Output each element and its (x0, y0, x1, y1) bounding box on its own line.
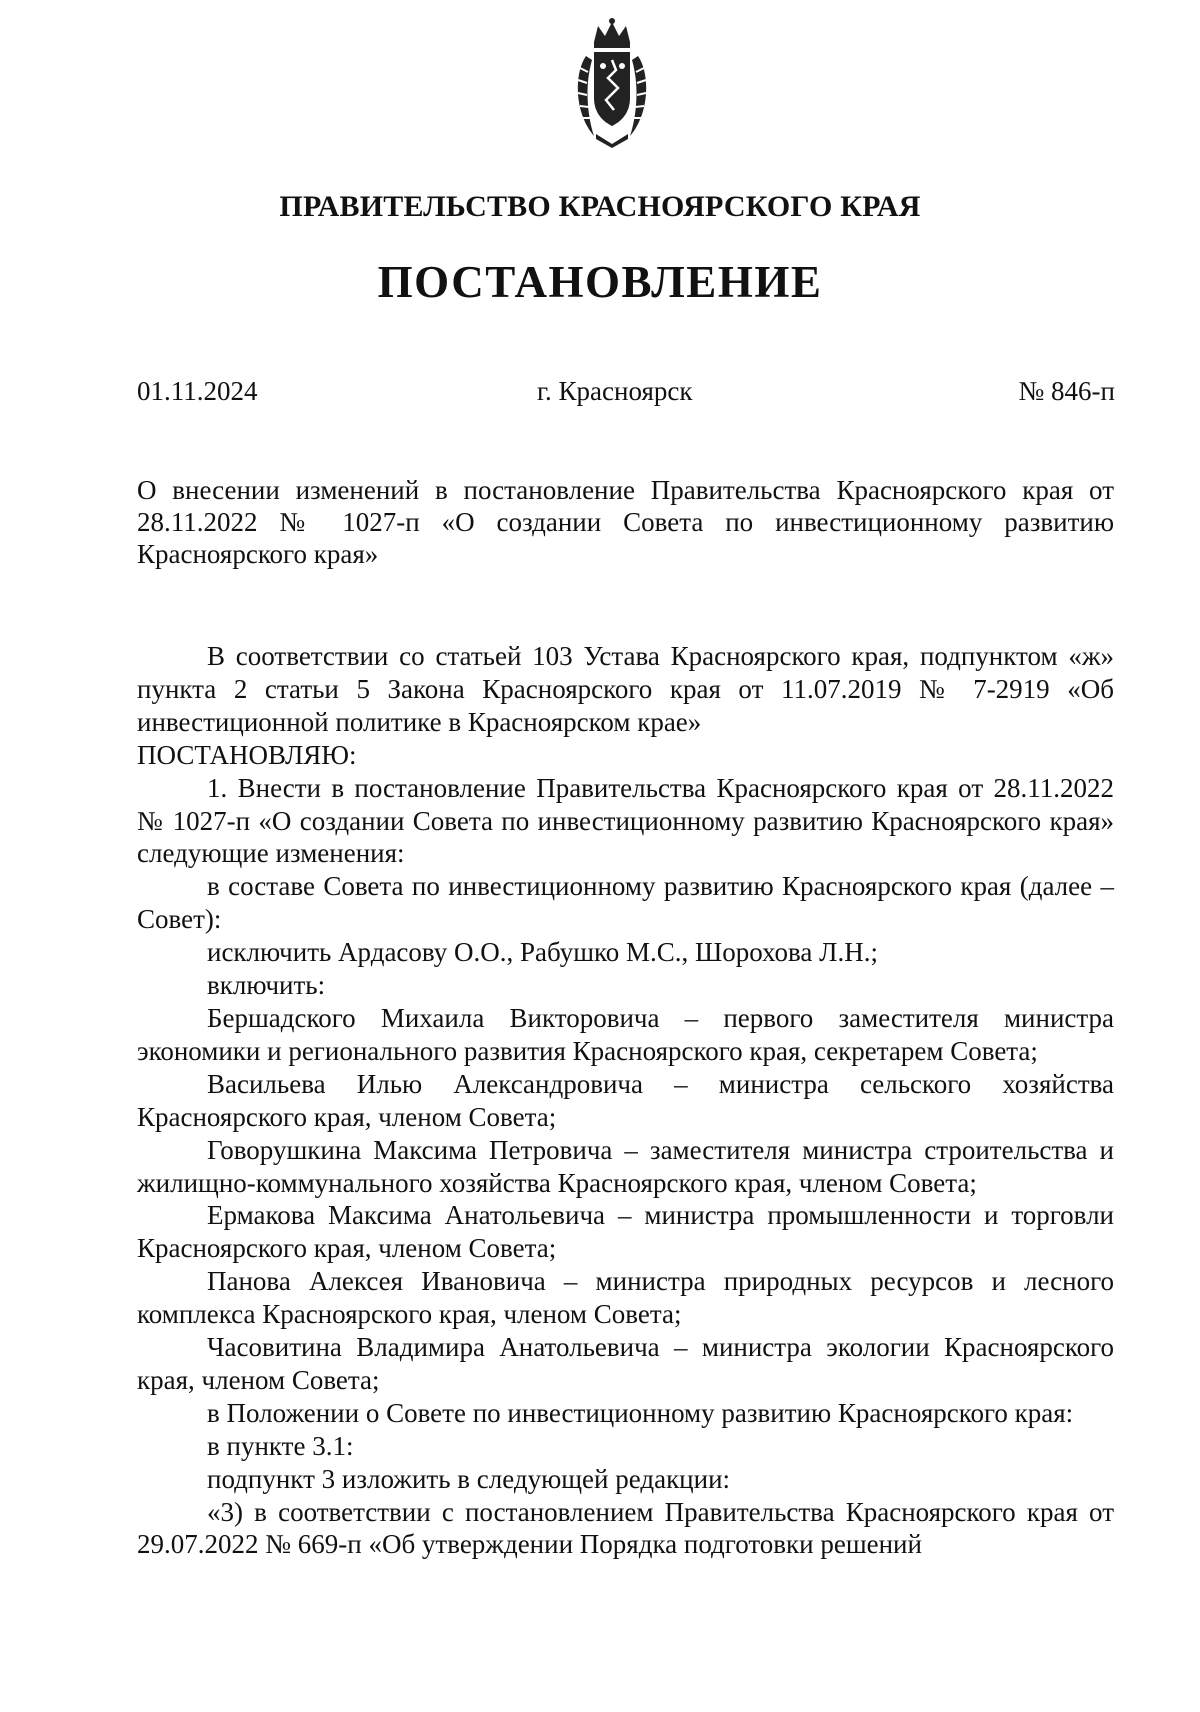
member-entry: Ермакова Максима Анатольевича – министра промышленности и торговли Красноярского края, членом Совета; (137, 1200, 1114, 1264)
member-entry: Васильева Илью Александровича – министра сельского хозяйства Красноярского края, членом Совета; (137, 1068, 1114, 1132)
body-paragraph: подпункт 3 изложить в следующей редакции: (207, 1463, 731, 1494)
member-entry: Панова Алексея Ивановича – министра природных ресурсов и лесного комплекса Красноярского края, членом Совета; (137, 1266, 1114, 1330)
body-paragraph: исключить Ардасову О.О., Рабушко М.С., Шорохова Л.Н.; (207, 937, 878, 968)
body-paragraph: в пункте 3.1: (207, 1430, 354, 1461)
body-paragraph: в составе Совета по инвестиционному развитию Красноярского края (далее – Совет): (137, 871, 1114, 935)
document-city: г. Красноярск (537, 376, 693, 406)
body-paragraph: В соответствии со статьей 103 Устава Красноярского края, подпунктом «ж» пункта 2 статьи 5 Закона Красноярского края от 11.07.2019 № 7-2919 «Об инвестиционной политике в Красноярском крае» (137, 641, 1114, 737)
resolution-keyword: ПОСТАНОВЛЯЮ: (137, 739, 357, 770)
coat-of-arms-icon (572, 18, 652, 148)
organization-title: ПРАВИТЕЛЬСТВО КРАСНОЯРСКОГО КРАЯ (279, 190, 921, 223)
member-entry: Бершадского Михаила Викторовича – первого заместителя министра экономики и регионального развития Красноярского края, секретарем Совета; (137, 1002, 1114, 1066)
body-paragraph: в Положении о Совете по инвестиционному развитию Красноярского края: (207, 1397, 1074, 1428)
member-entry: Говорушкина Максима Петровича – заместителя министра строительства и жилищно-коммунального хозяйства Красноярского края, членом Совета; (137, 1134, 1114, 1198)
document-date: 01.11.2024 (137, 376, 258, 406)
body-paragraph: 1. Внести в постановление Правительства Красноярского края от 28.11.2022 № 1027-п «О создании Совета по инвестиционному развитию Красноярского края» следующие изменения: (137, 772, 1114, 869)
document-type-title: ПОСТАНОВЛЕНИЕ (377, 257, 823, 307)
member-entry: Часовитина Владимира Анатольевича – министра экологии Красноярского края, членом Совета; (137, 1332, 1114, 1395)
body-paragraph: «3) в соответствии с постановлением Правительства Красноярского края от 29.07.2022 № 669-п «Об утверждении Порядка подготовки решений (137, 1496, 1114, 1560)
document-subject: О внесении изменений в постановление Правительства Красноярского края от 28.11.2022 № 1027-п «О создании Совета по инвестиционному развитию Красноярского края» (137, 475, 1114, 569)
document-number: № 846-п (1018, 376, 1115, 406)
document-body (137, 640, 1114, 1561)
body-paragraph: включить: (207, 970, 326, 1001)
